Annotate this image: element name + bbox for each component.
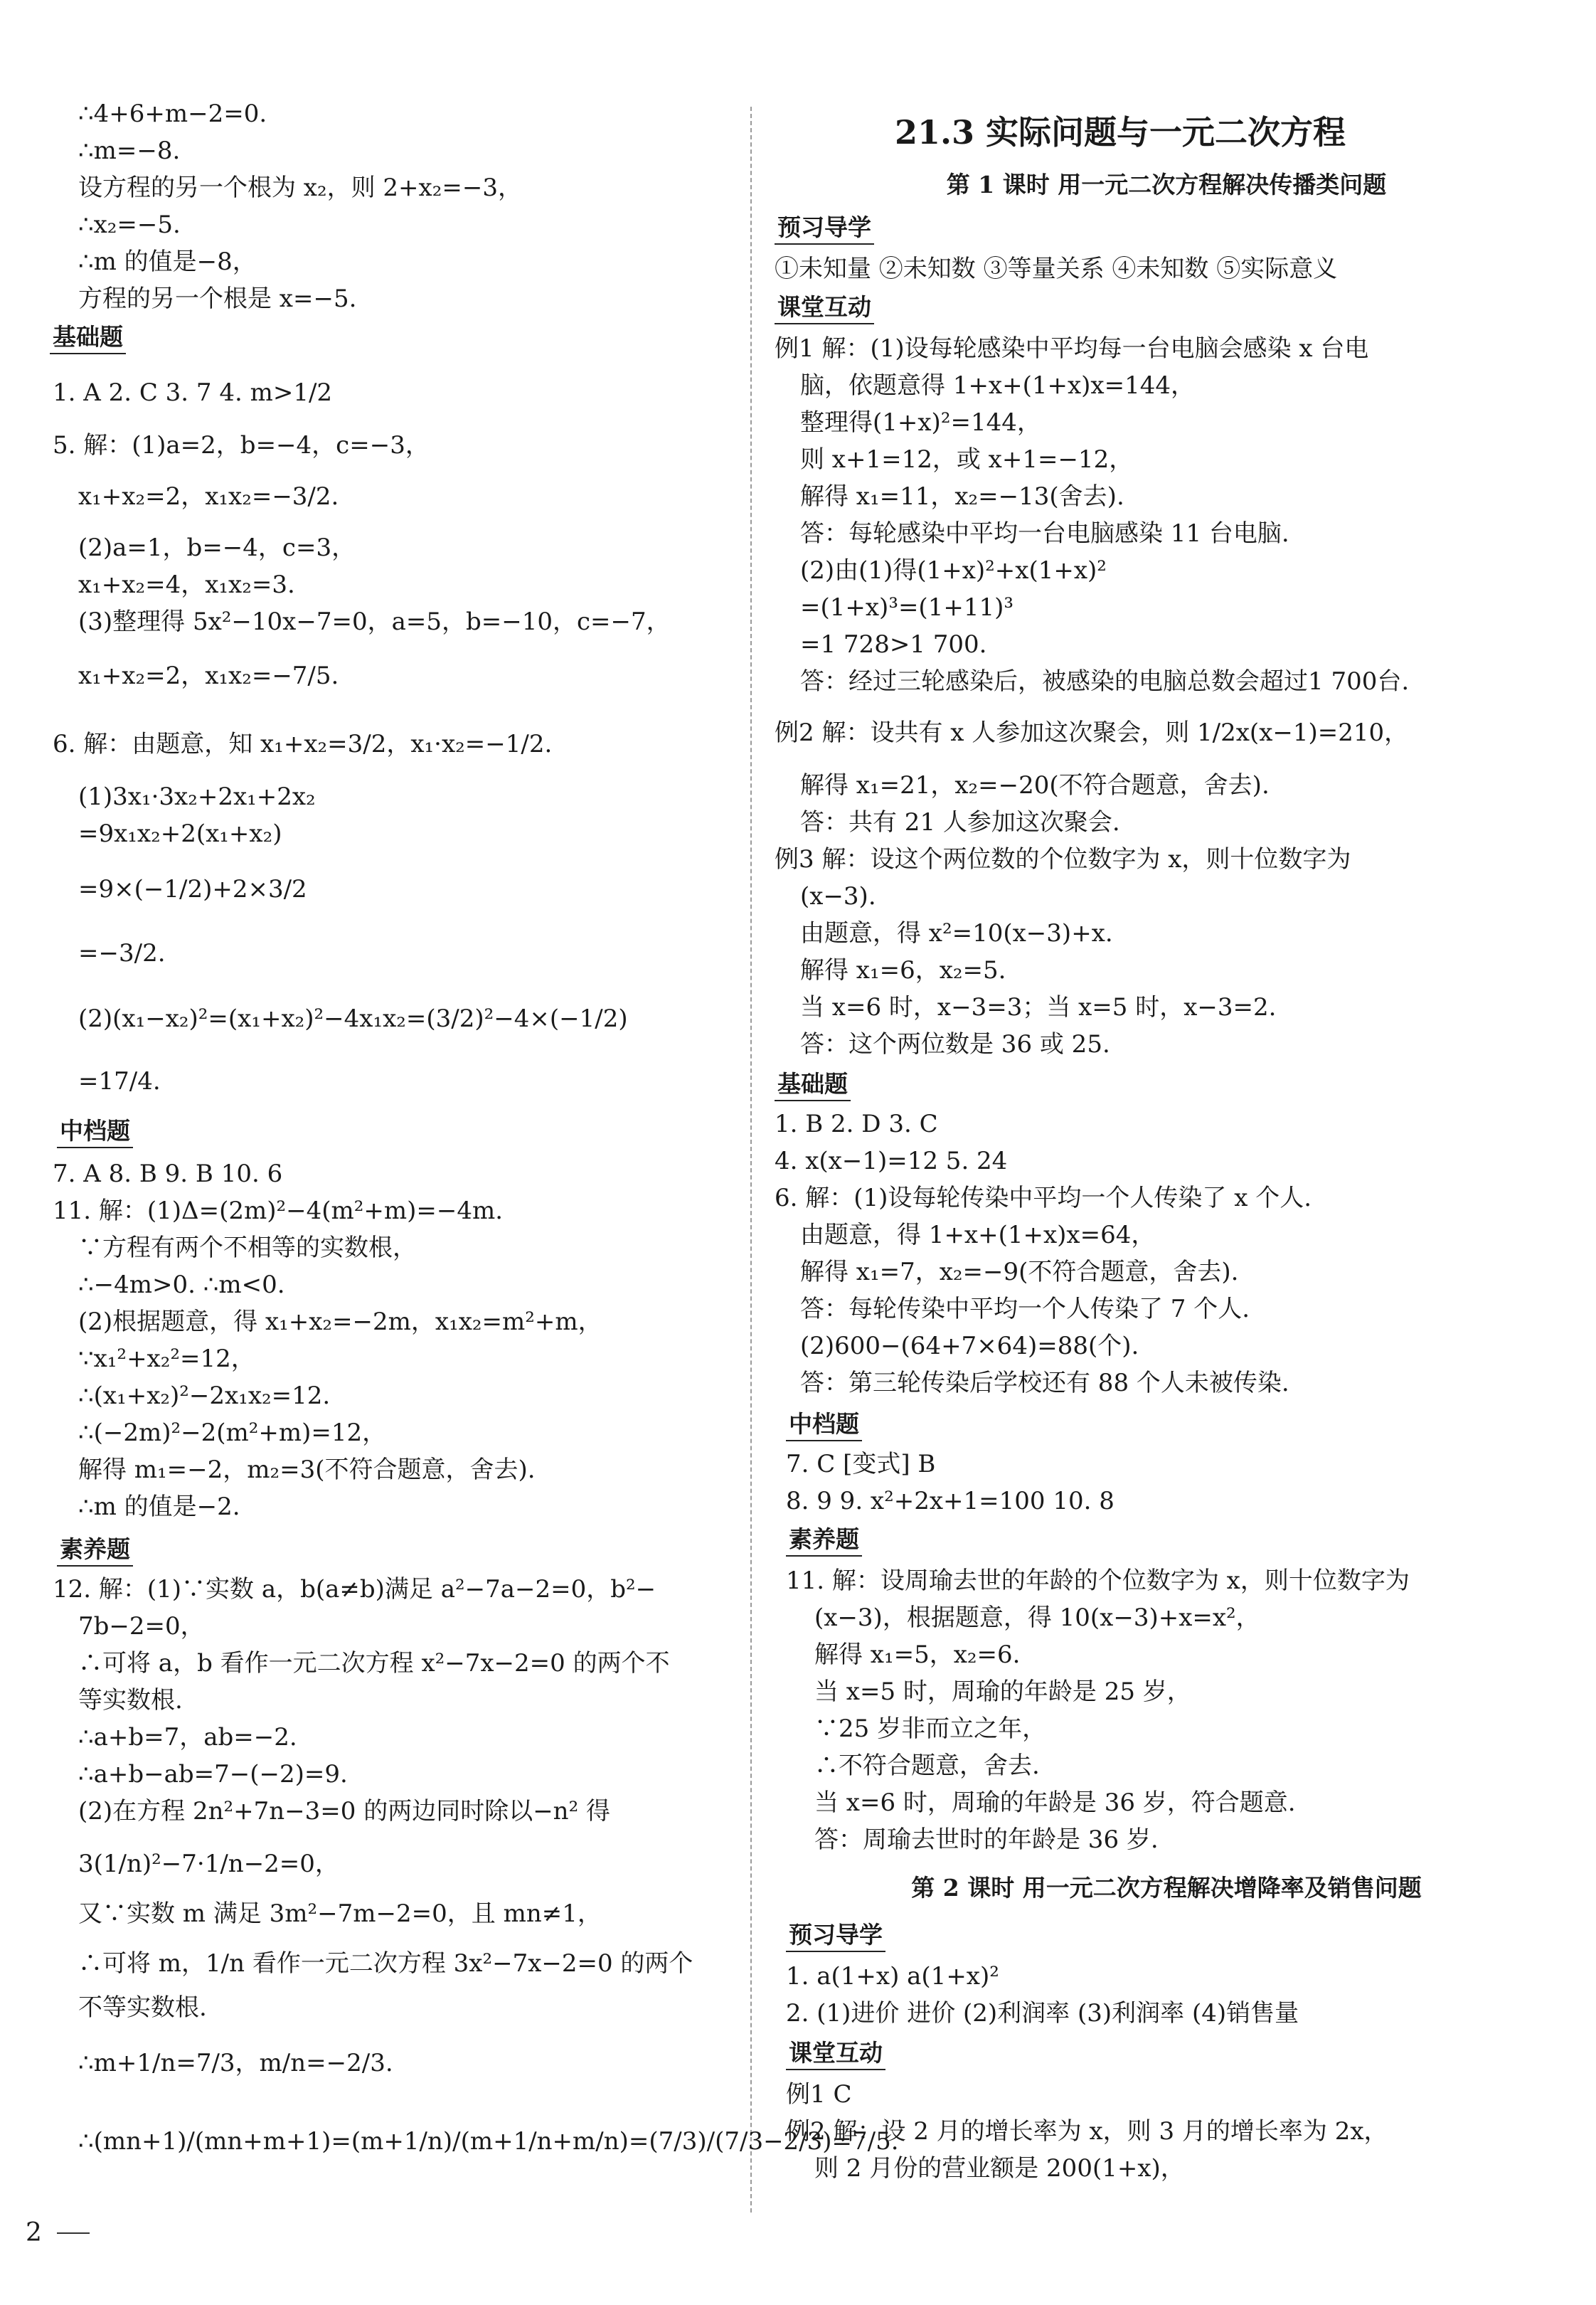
section-header: 预习导学 (786, 1921, 885, 1952)
text-line: (1)3x₁·3x₂+2x₁+2x₂ (78, 783, 316, 811)
text-line: ∴(−2m)²−2(m²+m)=12， (78, 1419, 387, 1447)
text-line: =1 728>1 700. (800, 630, 987, 659)
text-line: 3(1/n)²−7·1/n−2=0， (78, 1850, 339, 1878)
text-line: (2)a=1，b=−4，c=3， (78, 534, 356, 562)
text-line: ∴不符合题意，舍去. (814, 1752, 1040, 1780)
text-line: ∴x₂=−5. (78, 211, 181, 239)
text-line: 方程的另一个根是 x=−5. (78, 285, 357, 313)
section-header: 课堂互动 (786, 2039, 885, 2070)
text-line: 设方程的另一个根为 x₂，则 2+x₂=−3， (78, 174, 522, 202)
text-line: ∴可将 a，b 看作一元二次方程 x²−7x−2=0 的两个不 (78, 1649, 670, 1678)
section-header: 基础题 (50, 323, 126, 354)
text-line: 7. C [变式] B (786, 1450, 936, 1478)
text-line: 解得 x₁=21，x₂=−20(不符合题意，舍去). (800, 771, 1270, 800)
text-line: 整理得(1+x)²=144， (800, 408, 1041, 437)
text-line: ∴可将 m，1/n 看作一元二次方程 3x²−7x−2=0 的两个 (78, 1949, 693, 1978)
section-header: 中档题 (57, 1117, 133, 1148)
text-line: ∴−4m>0. ∴m<0. (78, 1271, 285, 1299)
text-line: =9×(−1/2)+2×3/2 (78, 875, 307, 904)
text-line: 4. x(x−1)=12 5. 24 (775, 1147, 1008, 1175)
text-line: 7. A 8. B 9. B 10. 6 (53, 1160, 283, 1188)
text-line: 5. 解：(1)a=2，b=−4，c=−3， (53, 431, 430, 460)
text-line: (2)在方程 2n²+7n−3=0 的两边同时除以−n² 得 (78, 1797, 611, 1826)
section-header: 素养题 (786, 1525, 862, 1557)
text-line: 解得 x₁=6，x₂=5. (800, 956, 1006, 985)
text-line: 12. 解：(1)∵实数 a，b(a≠b)满足 a²−7a−2=0，b²− (53, 1575, 656, 1604)
text-line: 解得 m₁=−2，m₂=3(不符合题意，舍去). (78, 1456, 536, 1484)
text-line: (2)根据题意，得 x₁+x₂=−2m，x₁x₂=m²+m， (78, 1308, 602, 1336)
text-line: =9x₁x₂+2(x₁+x₂) (78, 820, 282, 848)
text-line: (3)整理得 5x²−10x−7=0，a=5，b=−10，c=−7， (78, 608, 671, 636)
text-line: ∴(x₁+x₂)²−2x₁x₂=12. (78, 1382, 331, 1410)
text-line: ∴m 的值是−2. (78, 1493, 240, 1521)
text-line: 11. 解：设周瑜去世的年龄的个位数字为 x，则十位数字为 (786, 1567, 1410, 1595)
text-line: (2)(x₁−x₂)²=(x₁+x₂)²−4x₁x₂=(3/2)²−4×(−1/2) (78, 1005, 628, 1033)
section-title: 21.3 实际问题与一元二次方程 (894, 113, 1346, 152)
text-line: (x−3)，根据题意，得 10(x−3)+x=x²， (814, 1604, 1260, 1632)
lesson-subtitle: 第 2 课时 用一元二次方程解决增降率及销售问题 (911, 1874, 1422, 1902)
text-line: 答：这个两位数是 36 或 25. (800, 1030, 1110, 1059)
text-line: =−3/2. (78, 939, 166, 968)
text-line: 解得 x₁=7，x₂=−9(不符合题意，舍去). (800, 1258, 1239, 1286)
text-line: ∵方程有两个不相等的实数根， (78, 1234, 417, 1262)
text-line: 1. B 2. D 3. C (775, 1110, 938, 1138)
text-line: 由题意，得 x²=10(x−3)+x. (800, 919, 1113, 948)
section-header: 预习导学 (775, 213, 874, 245)
text-line: 则 2 月份的营业额是 200(1+x)， (814, 2154, 1185, 2183)
section-header: 基础题 (775, 1070, 851, 1101)
text-line: ∵x₁²+x₂²=12， (78, 1345, 255, 1373)
text-line: ∴a+b=7，ab=−2. (78, 1723, 297, 1752)
text-line: ∴m+1/n=7/3，m/n=−2/3. (78, 2049, 393, 2077)
section-header: 素养题 (57, 1535, 133, 1567)
text-line: 当 x=5 时，周瑜的年龄是 25 岁， (814, 1678, 1191, 1706)
column-divider (750, 107, 752, 2213)
text-line: 解得 x₁=5，x₂=6. (814, 1641, 1021, 1669)
text-line: ∴(mn+1)/(mn+m+1)=(m+1/n)/(m+1/n+m/n)=(7/3)/(7/3−2/3)=7/5. (78, 2127, 899, 2156)
text-line: ①未知量 ②未知数 ③等量关系 ④未知数 ⑤实际意义 (775, 255, 1338, 283)
text-line: 等实数根. (78, 1686, 183, 1715)
text-line: 1. A 2. C 3. 7 4. m>1/2 (53, 378, 333, 407)
text-line: ∴m 的值是−8， (78, 248, 257, 276)
text-line: 例1 C (786, 2080, 852, 2109)
page-number: 2 (26, 2218, 42, 2247)
text-line: 7b−2=0， (78, 1612, 205, 1641)
text-line: 例2 解：设共有 x 人参加这次聚会，则 1/2x(x−1)=210， (775, 719, 1409, 747)
text-line: (2)600−(64+7×64)=88(个). (800, 1332, 1139, 1360)
text-line: 答：第三轮传染后学校还有 88 个人未被传染. (800, 1369, 1289, 1397)
text-line: 8. 9 9. x²+2x+1=100 10. 8 (786, 1487, 1114, 1515)
text-line: x₁+x₂=4，x₁x₂=3. (78, 571, 295, 599)
text-line: x₁+x₂=2，x₁x₂=−7/5. (78, 662, 339, 690)
text-line: 答：经过三轮感染后，被感染的电脑总数会超过1 700台. (800, 667, 1410, 696)
text-line: 脑，依题意得 1+x+(1+x)x=144， (800, 371, 1195, 400)
page-number-rule (57, 2232, 90, 2234)
section-header: 课堂互动 (775, 293, 874, 324)
text-line: ∵25 岁非而立之年， (814, 1715, 1047, 1743)
text-line: 由题意，得 1+x+(1+x)x=64， (800, 1221, 1156, 1249)
text-line: 答：每轮传染中平均一个人传染了 7 个人. (800, 1295, 1250, 1323)
text-line: 例2 解：设 2 月的增长率为 x，则 3 月的增长率为 2x， (786, 2117, 1388, 2146)
text-line: 则 x+1=12，或 x+1=−12， (800, 445, 1134, 474)
text-line: 6. 解：由题意，知 x₁+x₂=3/2，x₁·x₂=−1/2. (53, 730, 553, 758)
text-line: (2)由(1)得(1+x)²+x(1+x)² (800, 556, 1107, 585)
text-line: ∴4+6+m−2=0. (78, 100, 267, 128)
text-line: ∴a+b−ab=7−(−2)=9. (78, 1760, 348, 1789)
text-line: 11. 解：(1)Δ=(2m)²−4(m²+m)=−4m. (53, 1197, 504, 1225)
text-line: 不等实数根. (78, 1993, 207, 2022)
text-line: 当 x=6 时，x−3=3；当 x=5 时，x−3=2. (800, 993, 1277, 1022)
text-line: 答：周瑜去世时的年龄是 36 岁. (814, 1826, 1159, 1854)
text-line: 又∵实数 m 满足 3m²−7m−2=0，且 mn≠1， (78, 1899, 602, 1928)
text-line: 6. 解：(1)设每轮传染中平均一个人传染了 x 个人. (775, 1184, 1312, 1212)
lesson-subtitle: 第 1 课时 用一元二次方程解决传播类问题 (946, 171, 1387, 198)
text-line: =17/4. (78, 1067, 161, 1096)
text-line: 解得 x₁=11，x₂=−13(舍去). (800, 482, 1124, 511)
text-line: 答：每轮感染中平均一台电脑感染 11 台电脑. (800, 519, 1289, 548)
text-line: 2. (1)进价 进价 (2)利润率 (3)利润率 (4)销售量 (786, 1999, 1299, 2028)
text-line: 当 x=6 时，周瑜的年龄是 36 岁，符合题意. (814, 1789, 1296, 1817)
text-line: 例3 解：设这个两位数的个位数字为 x，则十位数字为 (775, 845, 1351, 874)
text-line: 例1 解：(1)设每轮感染中平均每一台电脑会感染 x 台电 (775, 334, 1369, 363)
text-line: x₁+x₂=2，x₁x₂=−3/2. (78, 482, 339, 511)
section-header: 中档题 (786, 1410, 862, 1441)
text-line: ∴m=−8. (78, 137, 181, 165)
text-line: 答：共有 21 人参加这次聚会. (800, 808, 1120, 837)
text-line: (x−3). (800, 882, 876, 911)
text-line: 1. a(1+x) a(1+x)² (786, 1962, 999, 1991)
text-line: =(1+x)³=(1+11)³ (800, 593, 1014, 622)
